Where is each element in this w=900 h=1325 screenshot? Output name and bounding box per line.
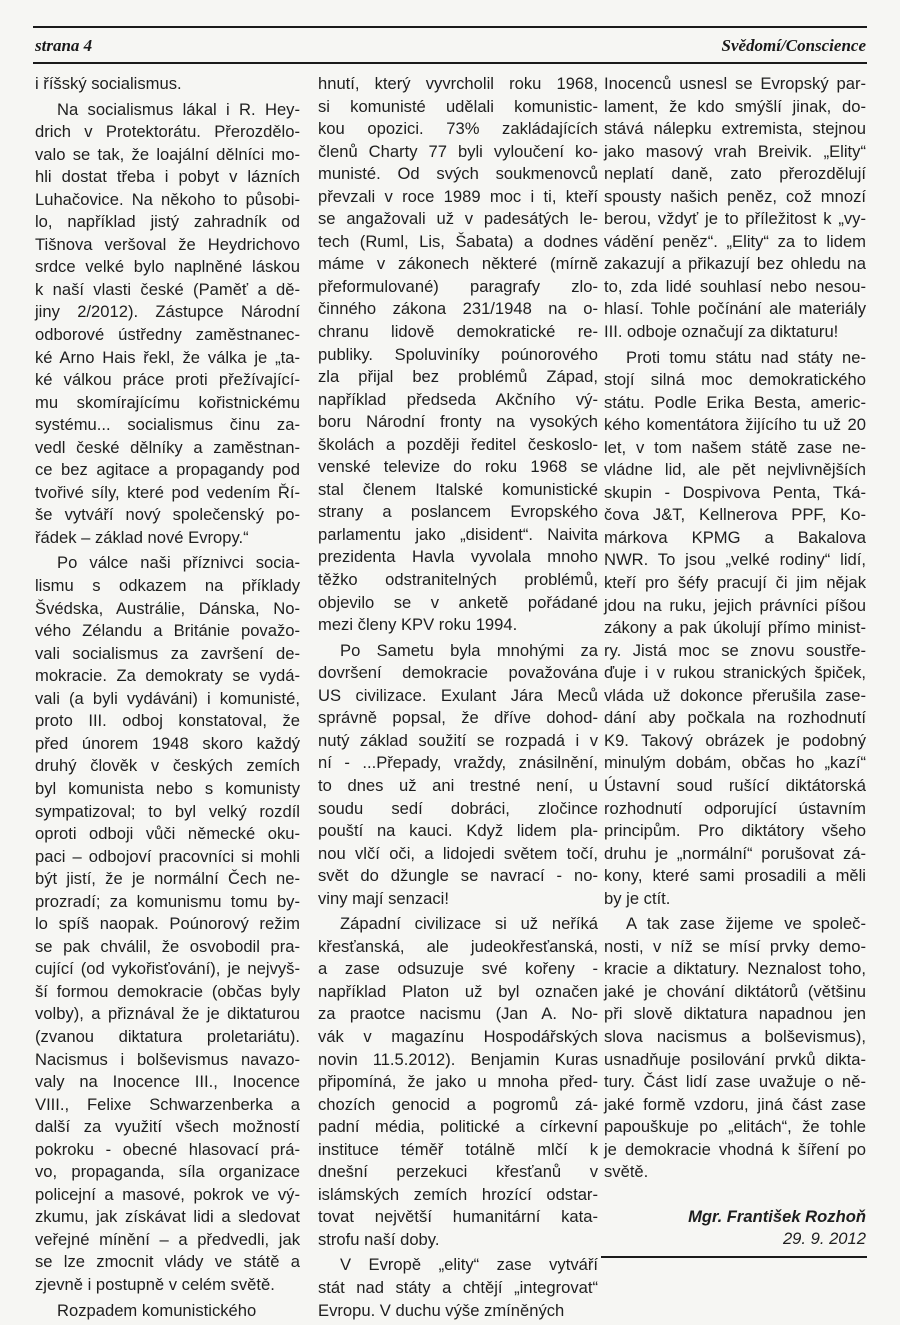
text-line: valo se tak, že loajální dělníci mo- bbox=[35, 144, 300, 164]
text-line: veřejné mínění – a předvedli, jak bbox=[35, 1229, 300, 1249]
text-line: členů Charty 77 byli vyloučení ko- bbox=[318, 141, 598, 161]
text-line: se angažovali už v padesátých le- bbox=[318, 209, 598, 229]
text-line: neplatí daně, zato přerozdělují bbox=[604, 164, 866, 184]
text-line: vého Zélandu a Británie považo- bbox=[35, 621, 300, 641]
text-line: křesťanská, ale judeokřesťanská, bbox=[318, 936, 598, 956]
text-line: zakazují a přikazují bez ohledu na bbox=[604, 254, 866, 274]
text-line: pouští na kauci. Když lidem pla- bbox=[318, 821, 598, 841]
text-line: principům. Pro diktátory všeho bbox=[604, 821, 866, 841]
text-line: dání aby počkala na rozhodnutí bbox=[604, 708, 866, 728]
text-line: lo, například jistý zahradník od bbox=[35, 212, 300, 232]
text-line: skupin - Dospivova Penta, Tká- bbox=[604, 482, 866, 502]
text-line: instituce téměř totálně mlčí k bbox=[318, 1139, 598, 1159]
article-column-3 bbox=[604, 73, 866, 1251]
text-line: prezidenta Havla vyvolala mnoho bbox=[318, 547, 598, 567]
text-line: vedl české dělníky a zaměstnan- bbox=[35, 437, 300, 457]
article-column-1 bbox=[35, 73, 300, 1325]
text-line: k naší vlasti české (Paměť a dě- bbox=[35, 279, 300, 299]
text-line: nosti, v níž se mísí prvky demo- bbox=[604, 936, 866, 956]
text-line: papouškuje po „elitách“, že tohle bbox=[604, 1117, 866, 1137]
text-line: například předseda Akčního vý- bbox=[318, 389, 598, 409]
text-line: kteří pro šéfy pracují či jim nějak bbox=[604, 573, 866, 593]
text-line: usnadňuje posilování prvků dikta- bbox=[604, 1049, 866, 1069]
text-line: venské televize do roku 1968 se bbox=[318, 457, 598, 477]
paragraph bbox=[35, 1300, 300, 1323]
text-line: ké válkou práce proti přežívající- bbox=[35, 370, 300, 390]
text-line: mu skomírajícímu kořistnickému bbox=[35, 392, 300, 412]
paragraph bbox=[35, 73, 300, 96]
text-line: srdce velké bylo naplněné láskou bbox=[35, 257, 300, 277]
text-line: to, zda lidé souhlasí nebo nesou- bbox=[604, 276, 866, 296]
text-line: ší formou demokracie (občas byly bbox=[35, 981, 300, 1001]
text-line: Rozpadem komunistického bbox=[57, 1300, 257, 1320]
text-line: stojí silná moc demokratického bbox=[604, 370, 866, 390]
text-line: zjevně i postupně v celém světě. bbox=[35, 1274, 275, 1294]
text-line: zla přijal bez problémů Západ, bbox=[318, 367, 598, 387]
text-line: slova nacismus a bolševismus), bbox=[604, 1026, 866, 1046]
text-line: vali (a byli vydáváni) i komunisté, bbox=[35, 688, 300, 708]
text-line: činného zákona 231/1948 na o- bbox=[318, 299, 598, 319]
paragraph bbox=[604, 347, 866, 911]
text-line: vládne lid, ale pět nejvlivnějších bbox=[604, 460, 866, 480]
text-line: lament, že kdo smýšlí jinak, do- bbox=[604, 96, 866, 116]
text-line: světě. bbox=[604, 1162, 649, 1182]
text-line: čova J&T, Kellnerova PPF, Ko- bbox=[604, 505, 866, 525]
text-line: dnešní perzekuci křesťanů v bbox=[318, 1162, 598, 1182]
text-line: jaké formě vzdoru, jiná část zase bbox=[604, 1094, 866, 1114]
text-line: být jistí, že je normální Čech ne- bbox=[35, 869, 300, 889]
text-line: byl komunista nebo s komunisty bbox=[35, 778, 300, 798]
text-line: druhu je „normální“ porušovat zá- bbox=[604, 843, 866, 863]
text-line: hlasí. Tohle počínání ale materiály bbox=[604, 299, 866, 319]
text-line: dovršení demokracie považována bbox=[318, 663, 598, 683]
text-line: K9. Takový obrázek je podobný bbox=[604, 730, 866, 750]
text-line: pokroku - obecné hlasovací prá- bbox=[35, 1139, 300, 1159]
text-line: jako masový vrah Breivik. „Elity“ bbox=[604, 141, 866, 161]
text-line: připomíná, že jako u mnoha před- bbox=[318, 1072, 598, 1092]
text-line: nou vlčí oči, a lidojedi světem točí, bbox=[318, 843, 598, 863]
text-line: stát nad státy a chtějí „integrovat“ bbox=[318, 1277, 598, 1297]
text-line: policejní a masové, pokrok ve vý- bbox=[35, 1184, 300, 1204]
page-number-label: strana 4 bbox=[35, 36, 93, 55]
text-line: kého komentátora žijícího tu už 20 bbox=[604, 415, 866, 435]
text-line: vo, propaganda, síla organizace bbox=[35, 1162, 300, 1182]
text-line: stal členem Italské komunistické bbox=[318, 479, 598, 499]
text-line: Ústavní soud rušící diktátorská bbox=[604, 775, 866, 795]
text-line: převzali v roce 1989 moc i ti, kteří bbox=[318, 186, 598, 206]
text-line: ce bez agitace a propagandy pod bbox=[35, 460, 300, 480]
paragraph bbox=[318, 913, 598, 1251]
text-line: III. odboje označují za diktaturu! bbox=[604, 322, 839, 342]
text-line: tvořivé síly, které pod vedením Ří- bbox=[35, 482, 300, 502]
text-line: a zase odsuzuje své kořeny - bbox=[318, 959, 598, 979]
text-line: před únorem 1948 skoro každý bbox=[35, 733, 300, 753]
text-line: je demokracie vhodná k šíření po bbox=[604, 1139, 866, 1159]
text-line: Po Sametu byla mnohými za bbox=[340, 640, 598, 660]
text-line: se lze zmocnit vlády ve státě a bbox=[35, 1252, 300, 1272]
text-line: VIII., Felixe Schwarzenberka a bbox=[35, 1094, 300, 1114]
text-line: ké Arno Hais řekl, že válka je „ta- bbox=[35, 347, 300, 367]
text-line: soudu sedí dobráci, zločince bbox=[318, 798, 598, 818]
text-line: minulým dobám, občas ho „kazí“ bbox=[604, 753, 866, 773]
text-line: A tak zase žijeme ve společ- bbox=[626, 914, 866, 934]
text-line: systému... socialismus činu za- bbox=[35, 415, 300, 435]
article-date: 29. 9. 2012 bbox=[782, 1229, 866, 1249]
text-line: vláda už dokonce přerušila zase- bbox=[604, 685, 866, 705]
paragraph bbox=[318, 1254, 598, 1322]
text-line: tovat největší humanitární kata- bbox=[318, 1207, 598, 1227]
text-line: státu. Podle Erika Besta, americ- bbox=[604, 392, 866, 412]
text-line: publiky. Spoluviníky poúnorového bbox=[318, 344, 598, 364]
text-line: kou opozici. 73% zakládajících bbox=[318, 119, 598, 139]
paragraph bbox=[604, 913, 866, 1184]
text-line: (zvanou diktatura proletariátu). bbox=[35, 1026, 300, 1046]
article-column-2 bbox=[318, 73, 598, 1325]
text-line: proto III. odboj konstatoval, že bbox=[35, 711, 300, 731]
text-line: strany a poslancem Evropského bbox=[318, 502, 598, 522]
text-line: při slově diktatura napadnou jen bbox=[604, 1004, 866, 1024]
text-line: lismu s odkazem na příklady bbox=[35, 576, 300, 596]
text-line: přeformulované) paragrafy zlo- bbox=[318, 276, 598, 296]
text-line: nutý základ soužití se rozpadá i v bbox=[318, 730, 598, 750]
text-line: školách a později ředitel českoslo- bbox=[318, 434, 598, 454]
article-end-rule bbox=[601, 1256, 867, 1258]
text-line: strofu naší doby. bbox=[318, 1229, 440, 1249]
text-line: cující (od vykořisťování), je nejvyš- bbox=[35, 959, 300, 979]
text-line: jiny 2/2012). Zástupce Národní bbox=[35, 302, 300, 322]
text-line: rozhodnutí odporující ústavním bbox=[604, 798, 866, 818]
text-line: let, v tom našem státě zase ne- bbox=[604, 437, 866, 457]
text-line: správně popsal, že dříve dohod- bbox=[318, 708, 598, 728]
header-top-rule bbox=[33, 26, 867, 28]
text-line: svět do džungle se navrací - no- bbox=[318, 866, 598, 886]
text-line: to dnes už ani trestné není, u bbox=[318, 775, 598, 795]
text-line: hli dostat třeba i pobyt v lázních bbox=[35, 167, 300, 187]
text-line: Inocenců usnesl se Evropský par- bbox=[604, 74, 866, 93]
text-line: sympatizoval; to byl velký rozdíl bbox=[35, 801, 300, 821]
text-line: viny mají senzaci! bbox=[318, 888, 449, 908]
text-line: těžko odstranitelných problémů, bbox=[318, 570, 598, 590]
text-line: kony, které sami prosadili a měli bbox=[604, 866, 866, 886]
text-line: volby), a přiznával že je diktaturou bbox=[35, 1004, 300, 1024]
paragraph bbox=[318, 73, 598, 637]
text-line: chozích genocid a pogromů zá- bbox=[318, 1094, 598, 1114]
author-name: Mgr. František Rozhoň bbox=[688, 1206, 866, 1226]
text-line: jdou na ruku, jejich právníci píšou bbox=[604, 595, 866, 615]
text-line: zkumu, jak získávat lidi a sledovat bbox=[35, 1207, 300, 1227]
text-line: si komunisté udělali komunistic- bbox=[318, 96, 598, 116]
text-line: paci – odbojoví pracovníci si mohli bbox=[35, 846, 300, 866]
text-line: islámských zemích hrozící odstar- bbox=[318, 1184, 598, 1204]
text-line: ry. Jistá moc se znovu soustře- bbox=[604, 640, 866, 660]
text-line: valy na Inocence III., Inocence bbox=[35, 1072, 300, 1092]
text-line: drich v Protektorátu. Přerozdělo- bbox=[35, 122, 300, 142]
text-line: řádek – základ nové Evropy.“ bbox=[35, 527, 249, 547]
paragraph bbox=[35, 552, 300, 1296]
text-line: kracie a diktatury. Neznalost toho, bbox=[604, 959, 866, 979]
publication-title: Svědomí/Conscience bbox=[721, 36, 866, 55]
text-line: Švédska, Austrálie, Dánska, No- bbox=[35, 598, 300, 618]
text-line: ďuje i v rukou stranických špiček, bbox=[604, 663, 866, 683]
text-line: munisté. Od svých soukmenovců bbox=[318, 164, 598, 184]
text-line: spousty našich peněz, což mnozí bbox=[604, 186, 866, 206]
text-line: Evropu. V duchu výše zmíněných bbox=[318, 1300, 565, 1320]
text-line: hnutí, který vyvrcholil roku 1968, bbox=[318, 74, 598, 93]
text-line: tury. Část lidí zase uvažuje o ně- bbox=[604, 1072, 866, 1092]
text-line: prozradí; za komunismu tomu by- bbox=[35, 891, 300, 911]
text-line: další za využití všech možností bbox=[35, 1117, 300, 1137]
text-line: Na socialismus lákal i R. Hey- bbox=[57, 99, 300, 119]
author-signature bbox=[604, 1206, 866, 1251]
text-line: odborové ústředny zaměstnanec- bbox=[35, 325, 300, 345]
text-line: i říšský socialismus. bbox=[35, 74, 182, 93]
text-line: Nacismus i bolševismus navazo- bbox=[35, 1049, 300, 1069]
text-line: vali socialismus za završení de- bbox=[35, 643, 300, 663]
text-line: ní - ...Přepady, vraždy, znásilnění, bbox=[318, 753, 598, 773]
header-bottom-rule bbox=[33, 62, 867, 64]
text-line: by je ctít. bbox=[604, 888, 671, 908]
text-line: US civilizace. Exulant Jára Meců bbox=[318, 685, 598, 705]
text-line: Po válce naši příznivci socia- bbox=[57, 553, 300, 573]
text-line: se pak chválil, že osvobodil pra- bbox=[35, 936, 300, 956]
text-line: jaké je chování diktátorů (většinu bbox=[604, 981, 866, 1001]
text-line: vák v magazínu Hospodářských bbox=[318, 1026, 598, 1046]
text-line: novin 11.5.2012). Benjamin Kuras bbox=[318, 1049, 598, 1069]
text-line: NWR. To jsou „velké rodiny“ lidí, bbox=[604, 550, 866, 570]
text-line: mokracie. Za demokraty se vydá- bbox=[35, 666, 300, 686]
text-line: mezi členy KPV roku 1994. bbox=[318, 615, 518, 635]
text-line: stává nálepku extremista, stejnou bbox=[604, 119, 866, 139]
paragraph bbox=[35, 99, 300, 550]
text-line: parlamentu jako „disident“. Naivita bbox=[318, 524, 598, 544]
text-line: Západní civilizace si už neříká bbox=[340, 914, 598, 934]
text-line: za praotce nacismu (Jan A. No- bbox=[318, 1004, 598, 1024]
paragraph bbox=[318, 640, 598, 911]
text-line: objevilo se v anketě pořádané bbox=[318, 592, 598, 612]
text-line: druhý člověk v českých zemích bbox=[35, 756, 300, 776]
text-line: například Platon už byl označen bbox=[318, 981, 598, 1001]
text-line: oproti odboji vůči německé oku- bbox=[35, 824, 300, 844]
paragraph bbox=[604, 73, 866, 344]
text-line: tech (Ruml, Lis, Šabata) a dodnes bbox=[318, 231, 598, 251]
text-line: máme v zákonech některé (mírně bbox=[318, 254, 598, 274]
text-line: Tišnova veršoval že Heydrichovo bbox=[35, 234, 300, 254]
text-line: Proti tomu státu nad státy ne- bbox=[626, 347, 866, 367]
text-line: še vytváří nový společenský po- bbox=[35, 505, 300, 525]
text-line: chranu lidově demokratické re- bbox=[318, 322, 598, 342]
text-line: vádění peněz“. „Elity“ za to lidem bbox=[604, 231, 866, 251]
text-line: padní média, politické a církevní bbox=[318, 1117, 598, 1137]
text-line: berou, vždyť je to příležitost k „vy- bbox=[604, 209, 866, 229]
text-line: zákony a pak úkolují přímo minist- bbox=[604, 618, 866, 638]
text-line: boru Národní fronty na vysokých bbox=[318, 412, 598, 432]
text-line: márkova KPMG a Bakalova bbox=[604, 527, 866, 547]
text-line: V Evropě „elity“ zase vytváří bbox=[340, 1255, 598, 1275]
text-line: lo spíš naopak. Poúnorový režim bbox=[35, 914, 300, 934]
text-line: Luhačovice. Na někoho to působi- bbox=[35, 189, 300, 209]
